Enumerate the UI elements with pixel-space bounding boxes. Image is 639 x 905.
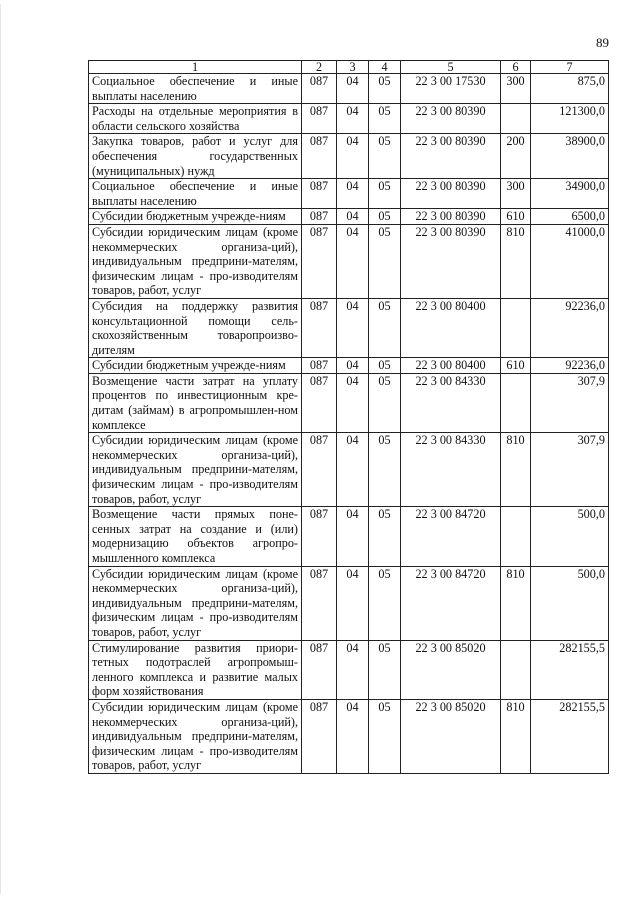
amount-cell: 92236,0: [531, 358, 609, 374]
section-code-cell: 04: [337, 179, 369, 209]
expense-name-cell: Стимулирование развития приори-тетных подотраслей агропромыш-ленного комплекса и развитие малых форм хозяйствования: [89, 640, 302, 699]
expense-name-cell: Субсидия на поддержку развития консультационной помощи сель-скохозяйственным товаропроизво-дителям: [89, 298, 302, 357]
target-article-cell: 22 3 00 80400: [401, 298, 501, 357]
header-cell: 3: [337, 61, 369, 74]
target-article-cell: 22 3 00 84330: [401, 373, 501, 432]
target-article-cell: 22 3 00 84720: [401, 566, 501, 640]
target-article-cell: 22 3 00 80390: [401, 179, 501, 209]
expense-name-cell: Социальное обеспечение и иные выплаты населению: [89, 74, 302, 104]
budget-table: [88, 60, 609, 774]
expense-type-cell: 610: [501, 358, 531, 374]
target-article-cell: 22 3 00 85020: [401, 640, 501, 699]
subsection-code-cell: 05: [369, 74, 401, 104]
expense-type-cell: 610: [501, 209, 531, 225]
amount-cell: 34900,0: [531, 179, 609, 209]
expense-name-cell: Социальное обеспечение и иные выплаты населению: [89, 179, 302, 209]
expense-type-cell: [501, 298, 531, 357]
table-row: [89, 224, 609, 298]
amount-cell: 307,9: [531, 373, 609, 432]
table-row: [89, 134, 609, 179]
expense-type-cell: 810: [501, 566, 531, 640]
department-code-cell: 087: [302, 566, 337, 640]
department-code-cell: 087: [302, 134, 337, 179]
expense-name-cell: Субсидии юридическим лицам (кроме некоммерческих организа-ций), индивидуальным предприни-мателям, физическим лицам - про-изводителям товаров, работ, услуг: [89, 433, 302, 507]
subsection-code-cell: 05: [369, 507, 401, 566]
expense-type-cell: 810: [501, 433, 531, 507]
subsection-code-cell: 05: [369, 433, 401, 507]
expense-type-cell: [501, 104, 531, 134]
section-code-cell: 04: [337, 358, 369, 374]
expense-name-cell: Возмещение части прямых поне-сенных затрат на создание и (или) модернизацию объектов агропро-мышленного комплекса: [89, 507, 302, 566]
amount-cell: 500,0: [531, 566, 609, 640]
subsection-code-cell: 05: [369, 134, 401, 179]
department-code-cell: 087: [302, 104, 337, 134]
target-article-cell: 22 3 00 80390: [401, 224, 501, 298]
subsection-code-cell: 05: [369, 640, 401, 699]
section-code-cell: 04: [337, 134, 369, 179]
section-code-cell: 04: [337, 566, 369, 640]
subsection-code-cell: 05: [369, 699, 401, 773]
subsection-code-cell: 05: [369, 373, 401, 432]
target-article-cell: 22 3 00 84720: [401, 507, 501, 566]
target-article-cell: 22 3 00 80400: [401, 358, 501, 374]
table-row: [89, 699, 609, 773]
amount-cell: 41000,0: [531, 224, 609, 298]
expense-name-cell: Возмещение части затрат на уплату процентов по инвестиционным кре-дитам (займам) в агропромышлен-ном комплексе: [89, 373, 302, 432]
subsection-code-cell: 05: [369, 566, 401, 640]
amount-cell: 282155,5: [531, 640, 609, 699]
amount-cell: 38900,0: [531, 134, 609, 179]
table-row: [89, 507, 609, 566]
amount-cell: 307,9: [531, 433, 609, 507]
subsection-code-cell: 05: [369, 104, 401, 134]
table-row: [89, 566, 609, 640]
amount-cell: 282155,5: [531, 699, 609, 773]
subsection-code-cell: 05: [369, 179, 401, 209]
table-row: [89, 358, 609, 374]
department-code-cell: 087: [302, 358, 337, 374]
target-article-cell: 22 3 00 80390: [401, 209, 501, 225]
department-code-cell: 087: [302, 699, 337, 773]
expense-type-cell: [501, 373, 531, 432]
target-article-cell: 22 3 00 80390: [401, 134, 501, 179]
section-code-cell: 04: [337, 209, 369, 225]
subsection-code-cell: 05: [369, 298, 401, 357]
amount-cell: 92236,0: [531, 298, 609, 357]
header-cell: 5: [401, 61, 501, 74]
header-cell: 2: [302, 61, 337, 74]
expense-type-cell: [501, 640, 531, 699]
amount-cell: 500,0: [531, 507, 609, 566]
department-code-cell: 087: [302, 179, 337, 209]
expense-name-cell: Субсидии бюджетным учрежде-ниям: [89, 209, 302, 225]
section-code-cell: 04: [337, 298, 369, 357]
amount-cell: 875,0: [531, 74, 609, 104]
header-cell: 1: [89, 61, 302, 74]
expense-name-cell: Субсидии юридическим лицам (кроме некоммерческих организа-ций), индивидуальным предприни-мателям, физическим лицам - про-изводителям товаров, работ, услуг: [89, 224, 302, 298]
table-row: [89, 179, 609, 209]
amount-cell: 121300,0: [531, 104, 609, 134]
subsection-code-cell: 05: [369, 224, 401, 298]
section-code-cell: 04: [337, 74, 369, 104]
table-row: [89, 298, 609, 357]
table-row: [89, 373, 609, 432]
table-row: [89, 74, 609, 104]
table-body: [89, 74, 609, 774]
header-cell: 7: [531, 61, 609, 74]
section-code-cell: 04: [337, 640, 369, 699]
department-code-cell: 087: [302, 74, 337, 104]
target-article-cell: 22 3 00 84330: [401, 433, 501, 507]
expense-type-cell: [501, 507, 531, 566]
expense-type-cell: 300: [501, 74, 531, 104]
department-code-cell: 087: [302, 433, 337, 507]
target-article-cell: 22 3 00 80390: [401, 104, 501, 134]
target-article-cell: 22 3 00 17530: [401, 74, 501, 104]
expense-name-cell: Субсидии бюджетным учрежде-ниям: [89, 358, 302, 374]
department-code-cell: 087: [302, 209, 337, 225]
section-code-cell: 04: [337, 433, 369, 507]
table-row: [89, 640, 609, 699]
subsection-code-cell: 05: [369, 358, 401, 374]
table-row: [89, 104, 609, 134]
department-code-cell: 087: [302, 640, 337, 699]
header-cell: 6: [501, 61, 531, 74]
section-code-cell: 04: [337, 224, 369, 298]
department-code-cell: 087: [302, 224, 337, 298]
department-code-cell: 087: [302, 298, 337, 357]
page-number: 89: [596, 35, 609, 50]
scan-edge-line: [0, 4, 1, 894]
expense-type-cell: 810: [501, 224, 531, 298]
target-article-cell: 22 3 00 85020: [401, 699, 501, 773]
table-row: [89, 209, 609, 225]
section-code-cell: 04: [337, 507, 369, 566]
expense-type-cell: 300: [501, 179, 531, 209]
section-code-cell: 04: [337, 104, 369, 134]
amount-cell: 6500,0: [531, 209, 609, 225]
table-row: [89, 433, 609, 507]
department-code-cell: 087: [302, 507, 337, 566]
header-cell: 4: [369, 61, 401, 74]
expense-name-cell: Расходы на отдельные мероприятия в области сельского хозяйства: [89, 104, 302, 134]
subsection-code-cell: 05: [369, 209, 401, 225]
expense-type-cell: 200: [501, 134, 531, 179]
section-code-cell: 04: [337, 699, 369, 773]
department-code-cell: 087: [302, 373, 337, 432]
expense-name-cell: Субсидии юридическим лицам (кроме некоммерческих организа-ций), индивидуальным предприни-мателям, физическим лицам - про-изводителям товаров, работ, услуг: [89, 699, 302, 773]
table-header: [89, 61, 609, 74]
expense-type-cell: 810: [501, 699, 531, 773]
expense-name-cell: Закупка товаров, работ и услуг для обеспечения государственных (муниципальных) нужд: [89, 134, 302, 179]
section-code-cell: 04: [337, 373, 369, 432]
expense-name-cell: Субсидии юридическим лицам (кроме некоммерческих организа-ций), индивидуальным предприни-мателям, физическим лицам - про-изводителям товаров, работ, услуг: [89, 566, 302, 640]
